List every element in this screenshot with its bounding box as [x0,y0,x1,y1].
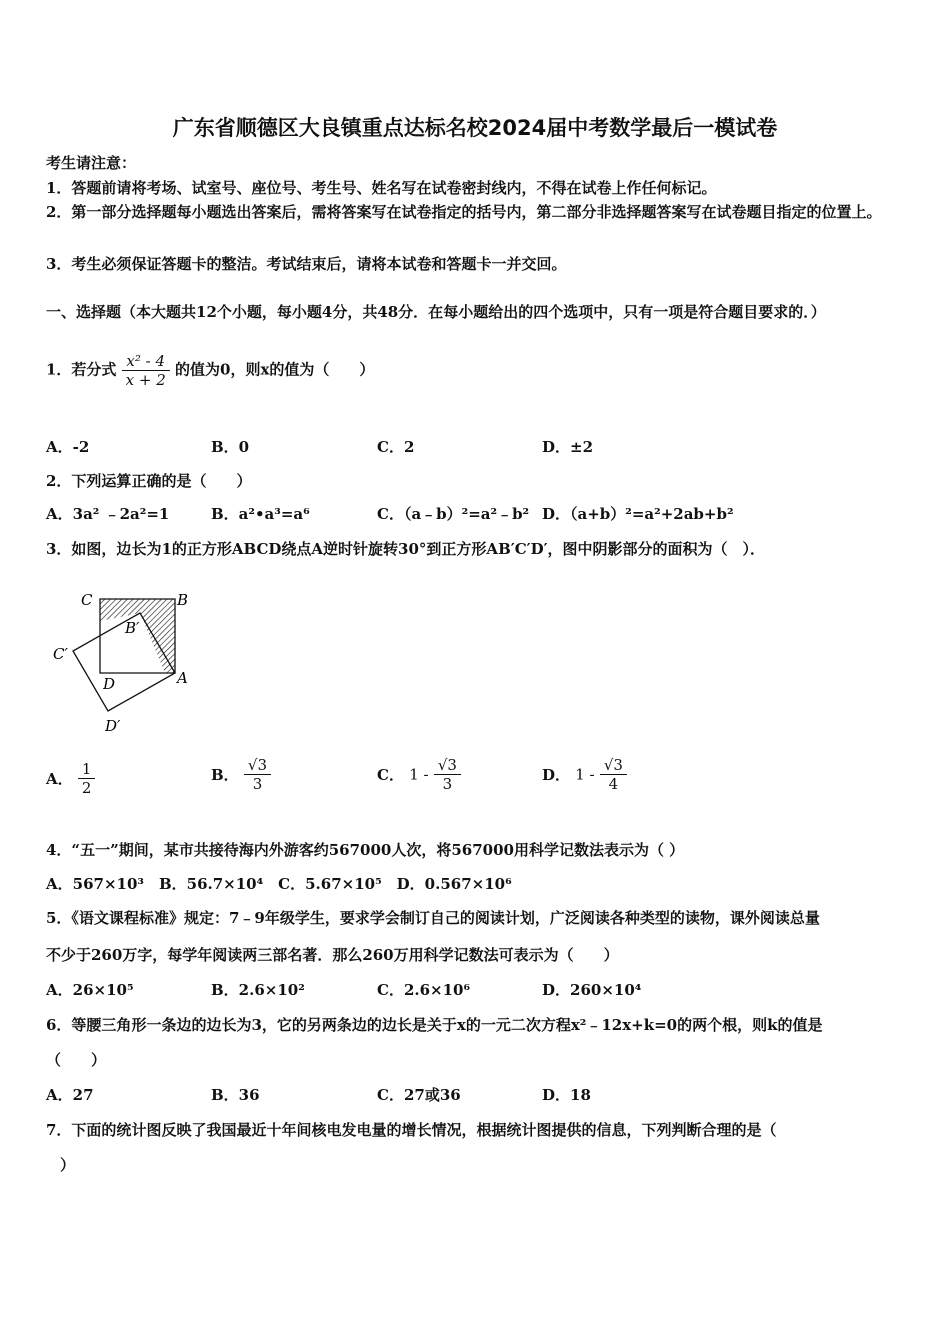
q3-a-label: A． [46,770,73,788]
q3-a-num: 1 [78,760,96,779]
q3-label-b: B [177,591,189,609]
q3-label-d-prime: D′ [105,717,121,735]
question-7-line-1: 7．下面的统计图反映了我国最近十年间核电发电量的增长情况，根据统计图提供的信息，下列判断合理的是（ [46,1121,777,1139]
q5-option-b: B．2.6×10² [211,981,305,999]
q3-c-label: C． [377,766,404,784]
q3-d-num: √3 [600,756,627,775]
q1-option-a: A．-2 [46,438,90,456]
question-7-line-2: ） [60,1156,76,1174]
q3-label-b-prime: B′ [125,619,140,637]
q2-option-a: A．3a² ﹣2a²=1 [46,505,170,523]
q3-label-d: D [103,675,116,693]
q6-option-d: D．18 [542,1086,591,1104]
q3-label-c: C [81,591,93,609]
q1-suffix: 的值为0，则x的值为（ ） [175,360,375,379]
question-5-line-2: 不少于260万字，每学年阅读两三部名著．那么260万用科学记数法可表示为（ ） [46,946,619,964]
notice-item-1: 1．答题前请将考场、试室号、座位号、考生号、姓名写在试卷密封线内，不得在试卷上作任何标记。 [46,179,717,197]
question-6-line-2: （ ） [46,1051,107,1069]
q2-option-b: B．a²•a³=a⁶ [211,505,310,523]
q3-b-label: B． [211,766,239,784]
q3-a-fraction [78,760,96,797]
q1-frac-numerator: x² - 4 [122,352,170,371]
notice-item-3: 3．考生必须保证答题卡的整洁。考试结束后，请将本试卷和答题卡一并交回。 [46,255,567,273]
question-1 [46,352,374,389]
q3-c-den: 3 [442,775,453,793]
question-5-line-1: 5．《语文课程标准》规定：7﹣9年级学生，要求学会制订自己的阅读计划，广泛阅读各种类型的读物，课外阅读总量 [46,909,820,927]
q1-fraction [122,352,170,389]
q3-a-den: 2 [81,779,92,797]
q5-option-c: C．2.6×10⁶ [377,981,471,999]
q3-c-num: √3 [434,756,461,775]
question-2: 2．下列运算正确的是（ ） [46,472,252,490]
q1-option-b: B．0 [211,438,250,456]
q5-option-a: A．26×10⁵ [46,981,134,999]
q3-label-c-prime: C′ [53,645,68,663]
q3-b-fraction [244,756,271,793]
q3-option-a [46,760,95,797]
q4-options: A．567×10³ B．56.7×10⁴ C．5.67×10⁵ D．0.567×10⁶ [46,875,512,893]
q2-option-d: D．（a+b）²=a²+2ab+b² [542,505,734,523]
notice-heading: 考生请注意： [46,154,137,172]
q3-d-label: D． [542,766,571,784]
question-3: 3．如图，边长为1的正方形ABCD绕点A逆时针旋转30°到正方形AB′C′D′，图中阴影部分的面积为（ ）． [46,540,766,558]
q3-d-den: 4 [608,775,619,793]
q3-d-prefix: 1 - [575,765,595,784]
q3-figure [45,585,205,740]
q6-option-b: B．36 [211,1086,260,1104]
q3-b-num: √3 [244,756,271,775]
q3-option-b [211,756,271,793]
q1-option-c: C．2 [377,438,415,456]
q1-frac-denominator: x + 2 [125,371,166,389]
notice-item-2: 2．第一部分选择题每小题选出答案后，需将答案写在试卷指定的括号内，第二部分非选择题答案写在试卷题目指定的位置上。 [46,203,882,221]
q1-prefix: 1．若分式 [46,360,117,379]
question-6-line-1: 6．等腰三角形一条边的边长为3，它的另两条边的边长是关于x的一元二次方程x²﹣12x+k=0的两个根，则k的值是 [46,1016,823,1034]
section-heading: 一、选择题（本大题共12个小题，每小题4分，共48分．在每小题给出的四个选项中，只有一项是符合题目要求的．） [46,303,826,321]
q3-option-d [542,756,627,793]
exam-title: 广东省顺德区大良镇重点达标名校2024届中考数学最后一模试卷 [172,116,778,140]
q3-option-c [377,756,461,793]
question-4: 4．“五一”期间，某市共接待海内外游客约567000人次，将567000用科学记数法表示为（ ） [46,841,685,859]
q3-c-fraction [434,756,461,793]
q2-option-c: C．（a﹣b）²=a²﹣b² [377,505,530,523]
q6-option-a: A．27 [46,1086,94,1104]
q1-option-d: D．±2 [542,438,594,456]
q3-d-fraction [600,756,627,793]
q6-option-c: C．27或36 [377,1086,461,1104]
q3-b-den: 3 [252,775,263,793]
q5-option-d: D．260×10⁴ [542,981,642,999]
q3-label-a: A [177,669,188,687]
q3-c-prefix: 1 - [409,765,429,784]
